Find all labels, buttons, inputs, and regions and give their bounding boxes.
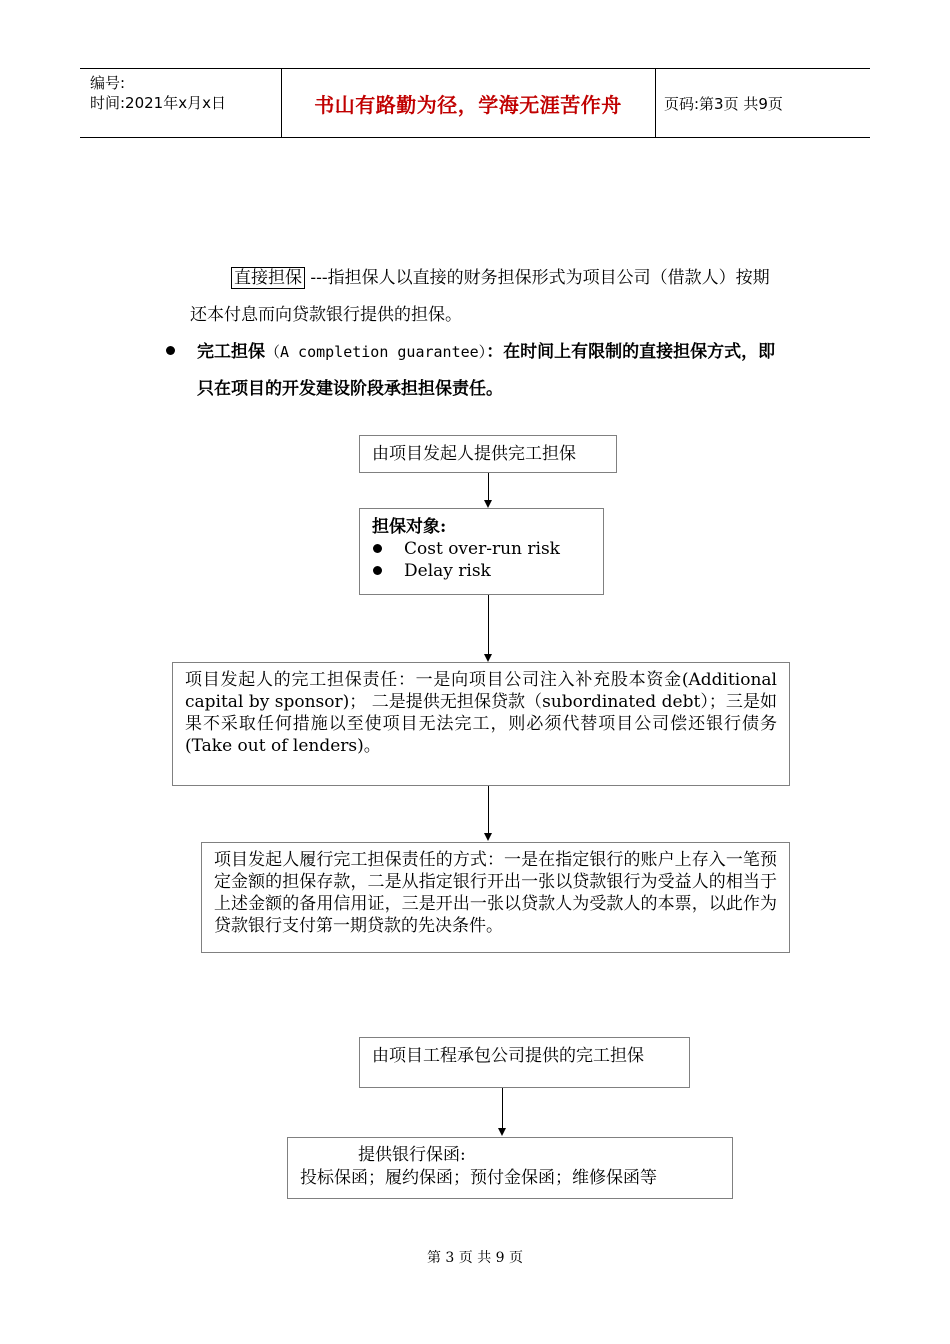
- flow-box-contractor-guarantee: [359, 1037, 690, 1088]
- flow-box-guarantee-objects: [359, 508, 604, 595]
- header-meta: [90, 73, 226, 113]
- bank-guarantees-title: 提供银行保函:: [358, 1145, 466, 1165]
- guarantee-objects-title: 担保对象:: [372, 517, 447, 537]
- guarantee-object-item: Cost over-run risk: [404, 539, 560, 559]
- direct-guarantee-line2: 还本付息而向贷款银行提供的担保。: [190, 305, 462, 325]
- arrowhead-icon: [498, 1128, 506, 1136]
- flow-arrow: [488, 786, 489, 834]
- flow-arrow: [488, 595, 489, 655]
- header-motto: 书山有路勤为径，学海无涯苦作舟: [314, 93, 622, 117]
- page-footer: 第 3 页 共 9 页: [426, 1250, 524, 1266]
- flow-box-text: 由项目发起人提供完工担保: [372, 444, 576, 464]
- flow-box-sponsor-guarantee: [359, 435, 617, 473]
- arrowhead-icon: [484, 500, 492, 508]
- header-page-info: 页码:第3页 共9页: [664, 95, 783, 113]
- completion-guarantee-line1: [197, 340, 775, 364]
- direct-guarantee-term: 直接担保: [231, 267, 305, 289]
- fulfilment-methods-text: 项目发起人履行完工担保责任的方式：一是在指定银行的账户上存入一笔预定金额的担保存款，二是从指定银行开出一张以贷款银行为受益人的相当于上述金额的备用信用证，三是开出一张以贷款人为受款人的本票，以此作为贷款银行支付第一期贷款的先决条件。: [214, 850, 777, 936]
- bullet-icon: [373, 566, 382, 575]
- flow-box-bank-guarantees: [287, 1137, 733, 1199]
- direct-guarantee-def: ---指担保人以直接的财务担保形式为项目公司（借款人）按期: [305, 268, 770, 288]
- flow-arrow: [488, 473, 489, 501]
- sponsor-obligations-text: 项目发起人的完工担保责任：一是向项目公司注入补充股本资金(Additional capital by sponsor)； 二是提供无担保贷款（subordinated debt）；三是如果不采取任何措施以至使项目无法完工，则必须代替项目公司偿还银行债务(Take out of lenders)。: [185, 670, 777, 756]
- flow-box-sponsor-obligations: [172, 662, 790, 786]
- completion-english: （A completion guarantee）: [265, 343, 487, 361]
- completion-def: ：在时间上有限制的直接担保方式，即: [486, 342, 776, 362]
- contractor-guarantee-text: 由项目工程承包公司提供的完工担保: [372, 1046, 644, 1066]
- completion-guarantee-line2: 只在项目的开发建设阶段承担担保责任。: [197, 379, 503, 399]
- page-header: [80, 68, 870, 138]
- guarantee-object-item: Delay risk: [404, 561, 491, 581]
- arrowhead-icon: [484, 654, 492, 662]
- serial-label: 编号:: [90, 74, 126, 92]
- bullet-icon: [373, 544, 382, 553]
- direct-guarantee-line1: [231, 266, 770, 290]
- bank-guarantees-list: 投标保函；履约保函；预付金保函；维修保函等: [300, 1168, 657, 1188]
- flow-box-fulfilment-methods: [201, 842, 790, 953]
- flow-arrow: [502, 1088, 503, 1129]
- arrowhead-icon: [484, 833, 492, 841]
- header-divider: [655, 69, 656, 137]
- bullet-icon: [166, 346, 175, 355]
- completion-term: 完工担保: [197, 342, 265, 362]
- time-label: 时间:2021年x月x日: [90, 94, 226, 112]
